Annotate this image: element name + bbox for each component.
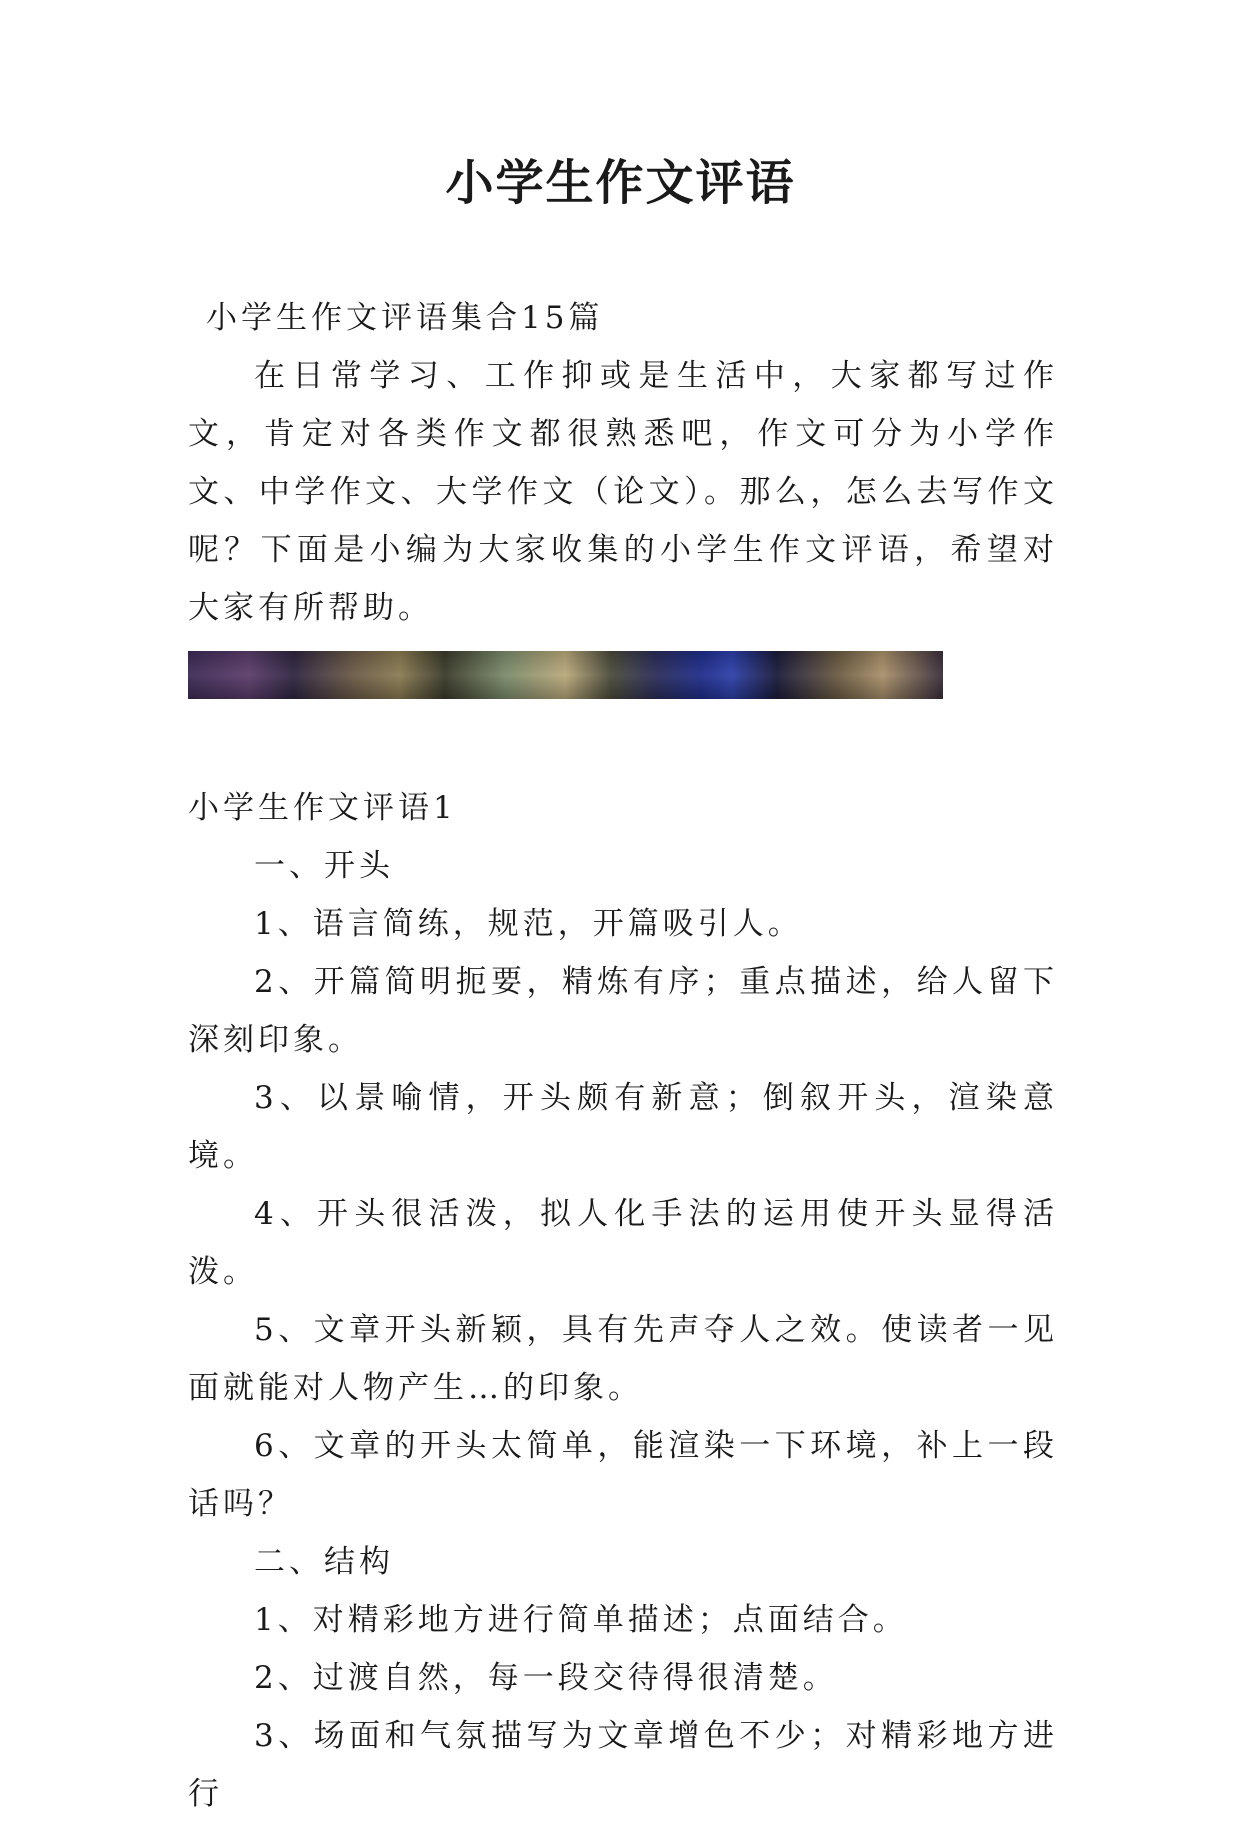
intro-paragraph: 在日常学习、工作抑或是生活中，大家都写过作文，肯定对各类作文都很熟悉吧，作文可分为小学作文、中学作文、大学作文（论文）。那么，怎么去写作文呢？下面是小编为大家收集的小学生作文评语，希望对大家有所帮助。 xyxy=(188,358,1058,626)
list-item: 2、过渡自然，每一段交待得很清楚。 xyxy=(254,1660,838,1696)
list-item: 4、开头很活泼，拟人化手法的运用使开头显得活泼。 xyxy=(188,1196,1058,1290)
list-item: 1、对精彩地方进行简单描述；点面结合。 xyxy=(254,1602,908,1638)
document-body xyxy=(188,289,1058,1823)
list-item: 5、文章开头新颖，具有先声夺人之效。使读者一见面就能对人物产生…的印象。 xyxy=(188,1312,1058,1406)
list-item: 1、语言简练，规范，开篇吸引人。 xyxy=(254,906,803,942)
banner-shade xyxy=(188,651,943,699)
part2-heading: 二、结构 xyxy=(254,1544,394,1580)
banner-image xyxy=(188,651,943,699)
list-item: 6、文章的开头太简单，能渲染一下环境，补上一段话吗？ xyxy=(188,1428,1058,1522)
page-title: 小学生作文评语 xyxy=(445,155,796,211)
list-item: 3、场面和气氛描写为文章增色不少；对精彩地方进行 xyxy=(188,1718,1058,1812)
part1-heading: 一、开头 xyxy=(254,848,394,884)
document-subtitle: 小学生作文评语集合15篇 xyxy=(206,300,604,336)
section-title: 小学生作文评语1 xyxy=(188,790,457,826)
list-item: 2、开篇简明扼要，精炼有序；重点描述，给人留下深刻印象。 xyxy=(188,964,1058,1058)
list-item: 3、以景喻情，开头颇有新意；倒叙开头，渲染意境。 xyxy=(188,1080,1058,1174)
